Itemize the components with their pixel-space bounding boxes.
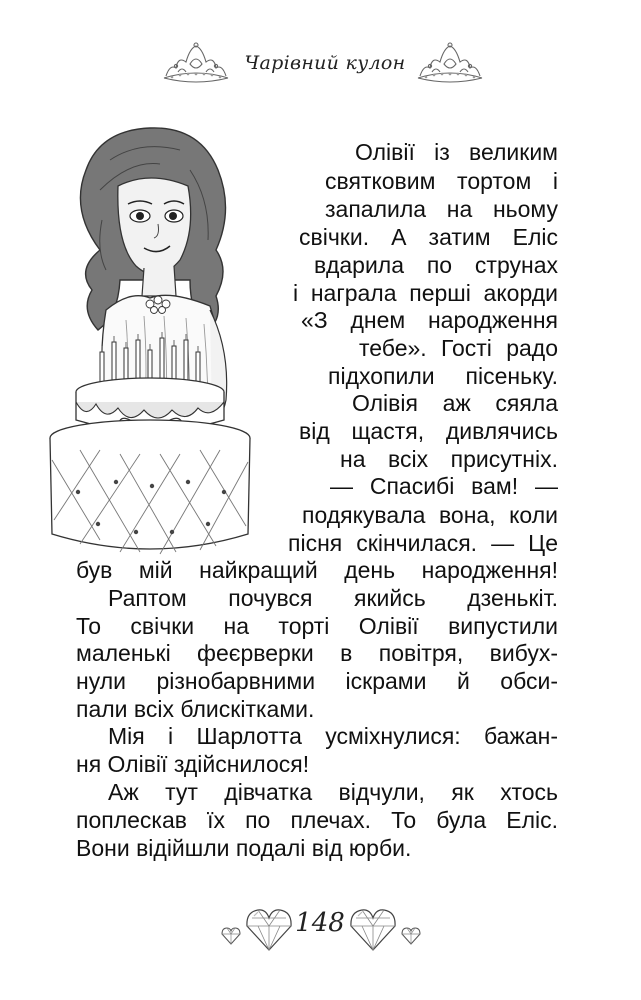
text-line: пали всіх блискітками. <box>76 696 315 722</box>
text-line: тебе». Гості радо <box>359 335 558 361</box>
running-head-title: Чарівний кулон <box>244 52 406 74</box>
text-line: Олівії із великим <box>355 139 558 165</box>
heart-gem-icon <box>400 926 422 946</box>
text-line: подякувала вона, коли <box>302 502 558 528</box>
heart-gem-icon <box>220 926 242 946</box>
text-line: Раптом почувся якийсь дзенькіт. <box>108 585 558 611</box>
text-line: був мій найкращий день народження! <box>76 557 558 583</box>
text-line: і награла перші акорди <box>293 280 558 306</box>
heart-gem-icon <box>348 906 398 954</box>
text-line: нули різнобарвними іскрами й обси- <box>76 668 558 694</box>
text-line: маленькі феєрверки в повітря, вибух- <box>76 640 558 666</box>
running-header <box>0 38 641 98</box>
text-line: — Спасибі вам! — <box>330 473 558 499</box>
text-line: поплескав їх по плечах. То була Еліс. <box>76 807 558 833</box>
tiara-icon <box>414 42 486 86</box>
heart-gem-icon <box>244 906 294 954</box>
text-line: То свічки на торті Олівії випустили <box>76 613 558 639</box>
text-line: «З днем народження <box>301 307 558 333</box>
text-line: запалила на ньому <box>325 196 558 222</box>
text-line: свічки. А затим Еліс <box>299 224 558 250</box>
text-line: Олівія аж сяяла <box>352 390 558 416</box>
text-line: підхопили пісеньку. <box>328 363 558 389</box>
text-line: Вони відійшли подалі від юрби. <box>76 835 412 861</box>
text-line: святковим тортом і <box>325 168 558 194</box>
page-number: 148 <box>295 908 345 938</box>
text-line: вдарила по струнах <box>314 252 558 278</box>
page-footer <box>0 896 641 976</box>
text-line: від щастя, дивлячись <box>299 418 558 444</box>
tiara-icon <box>160 42 232 86</box>
text-line: на всіх присутніх. <box>340 446 558 472</box>
text-line: ня Олівії здійснилося! <box>76 751 310 777</box>
girl-with-birthday-cake-icon <box>40 120 280 560</box>
text-line: пісня скінчилася. — Це <box>288 530 558 556</box>
text-line: Аж тут дівчатка відчули, як хтось <box>108 779 558 805</box>
text-line: Мія і Шарлотта усміхнулися: бажан- <box>108 723 558 749</box>
